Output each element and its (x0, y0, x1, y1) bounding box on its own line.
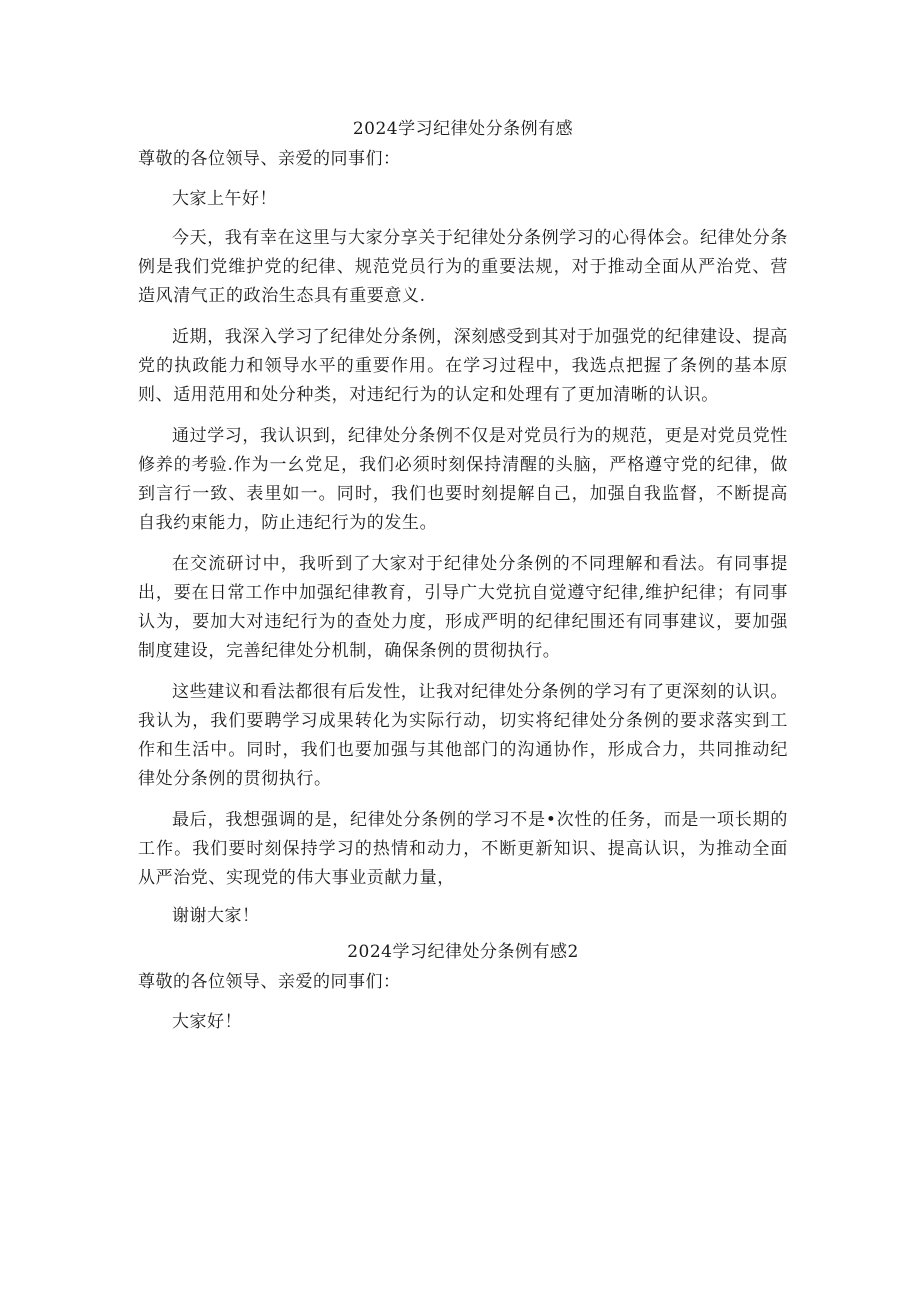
paragraph: 最后，我想强调的是，纪律处分条例的学习不是•次性的任务，而是一项长期的工作。我们要时刻保持学习的热情和动力，不断更新知识、提高认识，为推动全面从严治党、实现党的伟大事业贡献力量， (138, 810, 788, 888)
closing: 谢谢大家！ (172, 906, 260, 926)
paragraph: 通过学习，我认识到，纪律处分条例不仅是对党员行为的规范，更是对党员党性修养的考验.作为一幺党足，我们必须时刻保持清醒的头脑，严格遵守党的纪律，做到言行一致、表里如一。同时，我们也要时刻提解自己，加强自我监督，不断提高自我约束能力，防止违纪行为的发生。 (138, 426, 788, 533)
salutation-2: 尊敬的各位领导、亲爱的同事们： (138, 972, 401, 992)
greeting: 大家上午好！ (172, 189, 277, 209)
paragraph: 这些建议和看法都很有后发性，让我对纪律处分条例的学习有了更深刻的认识。我认为，我们要聘学习成果转化为实际行动，切实将纪律处分条例的要求落实到工作和生活中。同时，我们也要加强与其他部门的沟通协作，形成合力，共同推动纪律处分条例的贯彻执行。 (138, 682, 788, 789)
speech-title-2: 2024学习纪律处分条例有感2 (347, 942, 579, 962)
paragraph: 在交流研讨中，我听到了大家对于纪律处分条例的不同理解和看法。有同事提出，要在日常工作中加强纪律教育，引导广大党抗自觉遵守纪律,维护纪律；有同事认为，要加大对违纪行为的查处力度，形成严明的纪律纪围还有同事建议，要加强制度建设，完善纪律处分机制，确保条例的贯彻执行。 (138, 554, 788, 661)
greeting-2: 大家好！ (172, 1012, 242, 1032)
document-page (138, 108, 788, 1047)
salutation: 尊敬的各位领导、亲爱的同事们： (138, 149, 401, 169)
paragraph: 近期，我深入学习了纪律处分条例，深刻感受到其对于加强党的纪律建设、提高党的执政能力和领导水平的重要作用。在学习过程中，我选点把握了条例的基本原则、适用范用和处分种类，对违纪行为的认定和处理有了更加清晰的认识。 (138, 327, 788, 405)
paragraph: 今天，我有幸在这里与大家分享关于纪律处分条例学习的心得体会。纪律处分条例是我们党维护党的纪律、规范党员行为的重要法规，对于推动全面从严治党、营造风清气正的政治生态具有重要意义. (138, 228, 788, 306)
speech-title: 2024学习纪律处分条例有感 (352, 119, 574, 139)
